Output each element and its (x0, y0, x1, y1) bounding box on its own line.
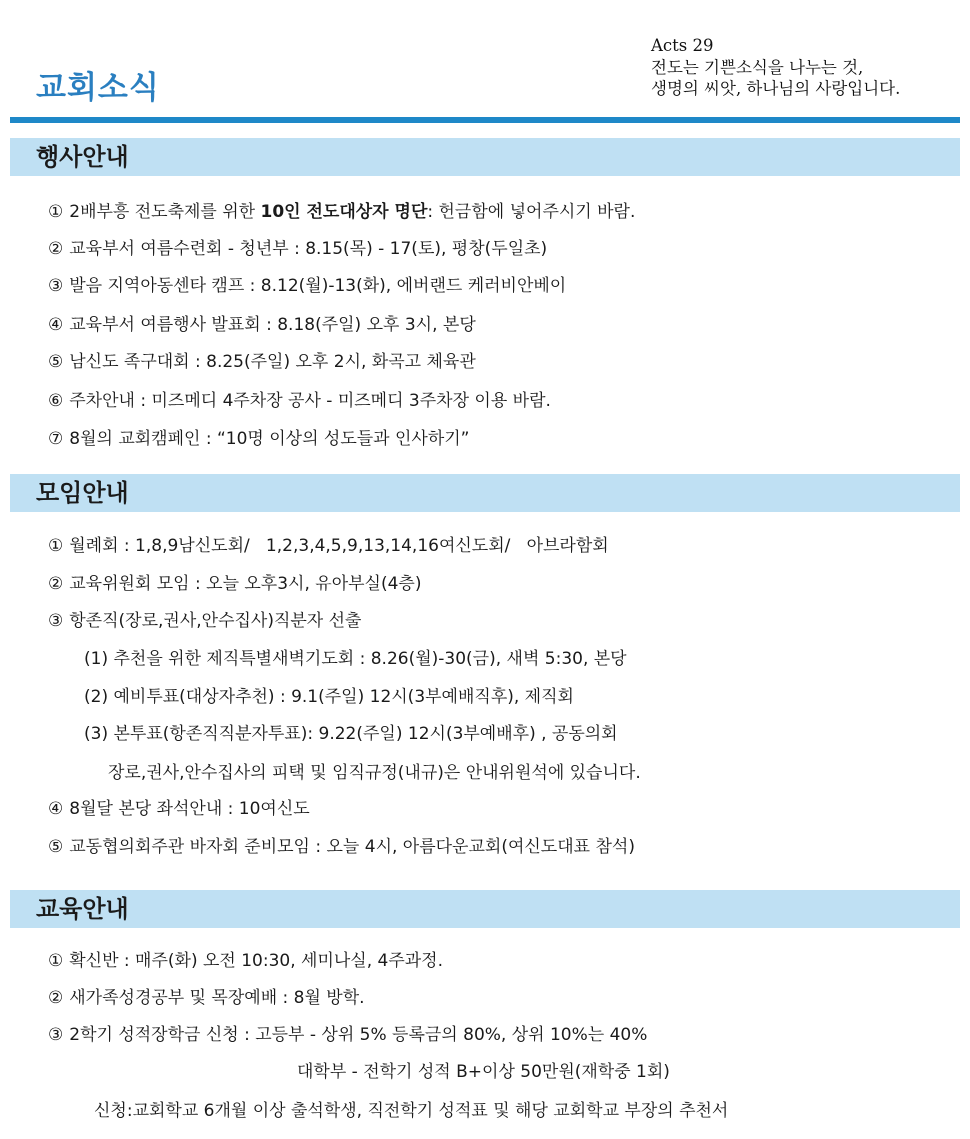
section-header-meetings (10, 474, 960, 512)
list-item-continuation: 대학부 - 전학기 성적 B+이상 50만원(재학중 1회) (297, 1062, 670, 1082)
item-text: 발음 지역아동센타 캠프 : 8.12(월)-13(화), 에버랜드 케러비안베이 (69, 276, 567, 296)
item-text: 월례회 : 1,8,9남신도회/ 1,2,3,4,5,9,13,14,16여신도회/ 아브라함회 (69, 536, 609, 556)
item-text: 새가족성경공부 및 목장예배 : 8월 방학. (69, 988, 365, 1008)
list-item (48, 573, 421, 595)
item-text: 주차안내 : 미즈메디 4주차장 공사 - 미즈메디 3주차장 이용 바람. (69, 391, 551, 411)
item-text: 8월달 본당 좌석안내 : 10여신도 (69, 799, 310, 819)
item-number: ⑥ (48, 391, 64, 411)
sub-list-item: (2) 예비투표(대상자추천) : 9.1(주일) 12시(3부예배직후), 제직회 (84, 687, 574, 707)
header-divider (10, 117, 960, 123)
section-title: 교육안내 (36, 895, 129, 923)
item-number: ③ (48, 611, 64, 631)
item-number: ① (48, 202, 64, 222)
note-text: 장로,권사,안수집사의 피택 및 임직규정(내규)은 안내위원석에 있습니다. (108, 763, 641, 783)
list-item (48, 201, 635, 223)
verse-line: 전도는 기쁜소식을 나누는 것, (651, 57, 864, 77)
item-text: 8월의 교회캠페인 : “10명 이상의 성도들과 인사하기” (69, 429, 470, 449)
page-header (0, 0, 970, 124)
verse-block (651, 35, 900, 100)
item-number: ⑤ (48, 352, 64, 372)
item-number: ② (48, 988, 64, 1008)
item-text: 확신반 : 매주(화) 오전 10:30, 세미나실, 4주과정. (69, 951, 444, 971)
list-item (48, 535, 609, 557)
item-text: 교동협의회주관 바자회 준비모임 : 오늘 4시, 아름다운교회(여신도대표 참석) (69, 837, 635, 857)
item-text: 항존직(장로,권사,안수집사)직분자 선출 (69, 611, 362, 631)
item-number: ④ (48, 315, 64, 335)
item-text: 남신도 족구대회 : 8.25(주일) 오후 2시, 화곡고 체육관 (69, 352, 476, 372)
item-number: ③ (48, 276, 64, 296)
list-item (48, 314, 476, 336)
item-emphasis: 10인 전도대상자 명단 (260, 202, 428, 222)
sub-list-item: (1) 추천을 위한 제직특별새벽기도회 : 8.26(월)-30(금), 새벽 5:30, 본당 (84, 649, 627, 669)
item-number: ① (48, 536, 64, 556)
application-note: 신청:교회학교 6개월 이상 출석학생, 직전학기 성적표 및 해당 교회학교 부장의 추천서 (94, 1101, 729, 1121)
list-item (48, 238, 547, 260)
list-item (48, 950, 443, 972)
verse-line: 생명의 씨앗, 하나님의 사랑입니다. (651, 79, 901, 98)
item-number: ⑦ (48, 429, 64, 449)
page-title: 교회소식 (36, 70, 160, 106)
list-item (48, 390, 551, 412)
item-number: ② (48, 574, 64, 594)
list-item (48, 351, 476, 373)
list-item (48, 275, 566, 297)
section-title: 모임안내 (36, 479, 129, 507)
item-number: ④ (48, 799, 64, 819)
section-header-education (10, 890, 960, 928)
item-text: 교육부서 여름행사 발표회 : 8.18(주일) 오후 3시, 본당 (69, 315, 476, 335)
list-item (48, 428, 469, 450)
item-text: 교육부서 여름수련회 - 청년부 : 8.15(목) - 17(토), 평창(두일초) (69, 239, 548, 259)
list-item (48, 836, 635, 858)
item-number: ② (48, 239, 64, 259)
section-header-events (10, 138, 960, 176)
verse-reference: Acts 29 (651, 36, 714, 55)
list-item (48, 798, 310, 820)
list-item (48, 610, 361, 632)
item-number: ① (48, 951, 64, 971)
item-number: ⑤ (48, 837, 64, 857)
item-text: 교육위원회 모임 : 오늘 오후3시, 유아부실(4층) (69, 574, 422, 594)
item-number: ③ (48, 1025, 64, 1045)
sub-list-item: (3) 본투표(항존직직분자투표): 9.22(주일) 12시(3부예배후) , 공동의회 (84, 724, 618, 744)
item-text: : 헌금함에 넣어주시기 바람. (427, 202, 636, 222)
section-title: 행사안내 (36, 143, 129, 171)
list-item (48, 987, 365, 1009)
item-text: 2배부흥 전도축제를 위한 (69, 202, 261, 222)
item-text: 2학기 성적장학금 신청 : 고등부 - 상위 5% 등록금의 80%, 상위 10%는 40% (69, 1025, 648, 1045)
list-item (48, 1024, 647, 1046)
